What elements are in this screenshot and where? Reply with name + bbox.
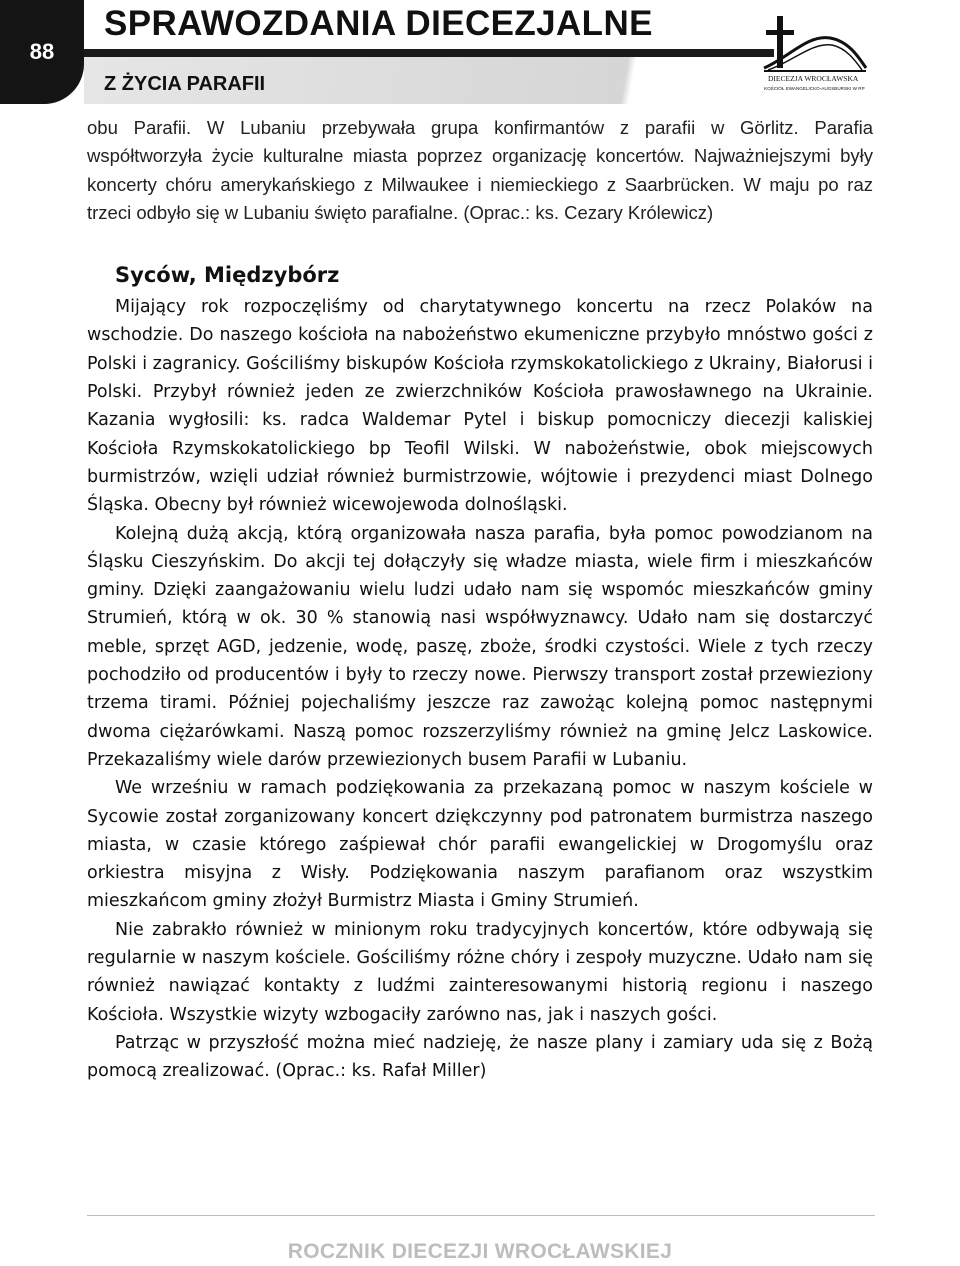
paragraph: Kolejną dużą akcją, którą organizowała nasza parafia, była pomoc powodzianom na Śląsku Cieszyńskim. Do akcji tej dołączyły się władze miasta, wiele firm i mieszkańców gminy. Dzięki zaangażowaniu wielu ludzi udało nam się wspomóc mieszkańców gminy Strumień, którą w ok. 30 % stanowią nasi współwyznawcy. Udało nam się dostarczyć meble, sprzęt AGD, jedzenie, wodę, paszę, zboże, środki czystości. Wiele z tych rzeczy pochodziło od producentów i były to rzeczy nowe. Pierwszy transport został przewieziony trzema tirami. Później pojechaliśmy jeszcze raz zawożąc kolejną pomoc następnymi dwoma ciężarówkami. Naszą pomoc rozszerzyliśmy również na gminę Jelcz Laskowice. Przekazaliśmy wiele darów przewiezionych busem Parafii w Lubaniu. bbox=[87, 523, 873, 770]
intro-paragraph: obu Parafii. W Lubaniu przebywała grupa konfirmantów z parafii w Görlitz. Parafia współtworzyła życie kulturalne miasta poprzez organizację koncertów. Najważniejszymi były koncerty chóru amerykańskiego z Milwaukee i niemieckiego z Saarbrücken. W maju po raz trzeci odbyło się w Lubaniu święto parafialne. (Oprac.: ks. Cezary Królewicz) bbox=[87, 117, 873, 223]
footer-rule bbox=[87, 1215, 875, 1216]
section-heading: Syców, Międzybórz bbox=[115, 263, 340, 288]
header-rule bbox=[84, 49, 774, 57]
logo-line-2: KOŚCIÓŁ EWANGELICKO-AUGSBURSKI W RP bbox=[764, 86, 865, 91]
paragraph: Patrząc w przyszłość można mieć nadzieję, że nasze plany i zamiary uda się z Bożą pomocą zrealizować. (Oprac.: ks. Rafał Miller) bbox=[87, 1032, 873, 1082]
page-number-badge bbox=[0, 0, 84, 104]
header-title: SPRAWOZDANIA DIECEZJALNE bbox=[104, 4, 653, 43]
paragraph: Nie zabrakło również w minionym roku tradycyjnych koncertów, które odbywają się regularnie w naszym kościele. Gościliśmy różne chóry i zespoły muzyczne. Udało nam się również nawiązać kontakty z ludźmi zainteresowanymi historią regionu i naszego Kościoła. Wszystkie wizyty wzbogaciły zarówno nas, jak i naszych gości. bbox=[87, 919, 873, 1025]
subheader-title: Z ŻYCIA PARAFII bbox=[104, 73, 266, 95]
footer-title: ROCZNIK DIECEZJI WROCŁAWSKIEJ bbox=[287, 1240, 673, 1263]
article-body bbox=[87, 114, 873, 1086]
logo-line-1: DIECEZJA WROCŁAWSKA bbox=[768, 74, 859, 83]
paragraph: Mijający rok rozpoczęliśmy od charytatywnego koncertu na rzecz Polaków na wschodzie. Do naszego kościoła na nabożeństwo ekumeniczne przybyło mnóstwo gości z Polski i zagranicy. Gościliśmy biskupów Kościoła rzymskokatolickiego z Ukrainy, Białorusi i Polski. Przybył również jeden ze zwierzchników Kościoła prawosławnego na Ukrainie. Kazania wygłosili: ks. radca Waldemar Pytel i biskup pomocniczy diecezji kaliskiej Kościoła Rzymskokatolickiego bp Teofil Wilski. W nabożeństwie, obok miejscowych burmistrzów, wzięli udział również burmistrzowie, wójtowie i prezydenci miast Dolnego Śląska. Obecny był również wicewojewoda dolnośląski. bbox=[87, 297, 873, 516]
page-number: 88 bbox=[29, 39, 55, 64]
paragraph: We wrześniu w ramach podziękowania za przekazaną pomoc w naszym kościele w Sycowie został zorganizowany koncert dziękczynny pod patronatem burmistrza naszego miasta, w czasie którego zaśpiewał chór parafii ewangelickiej w Drogomyślu oraz orkiestra misyjna z Wisły. Podziękowania naszym parafianom oraz wszystkim mieszkańcom gminy złożył Burmistrz Miasta i Gminy Strumień. bbox=[87, 778, 873, 912]
diocese-cross-logo-icon bbox=[758, 10, 874, 94]
